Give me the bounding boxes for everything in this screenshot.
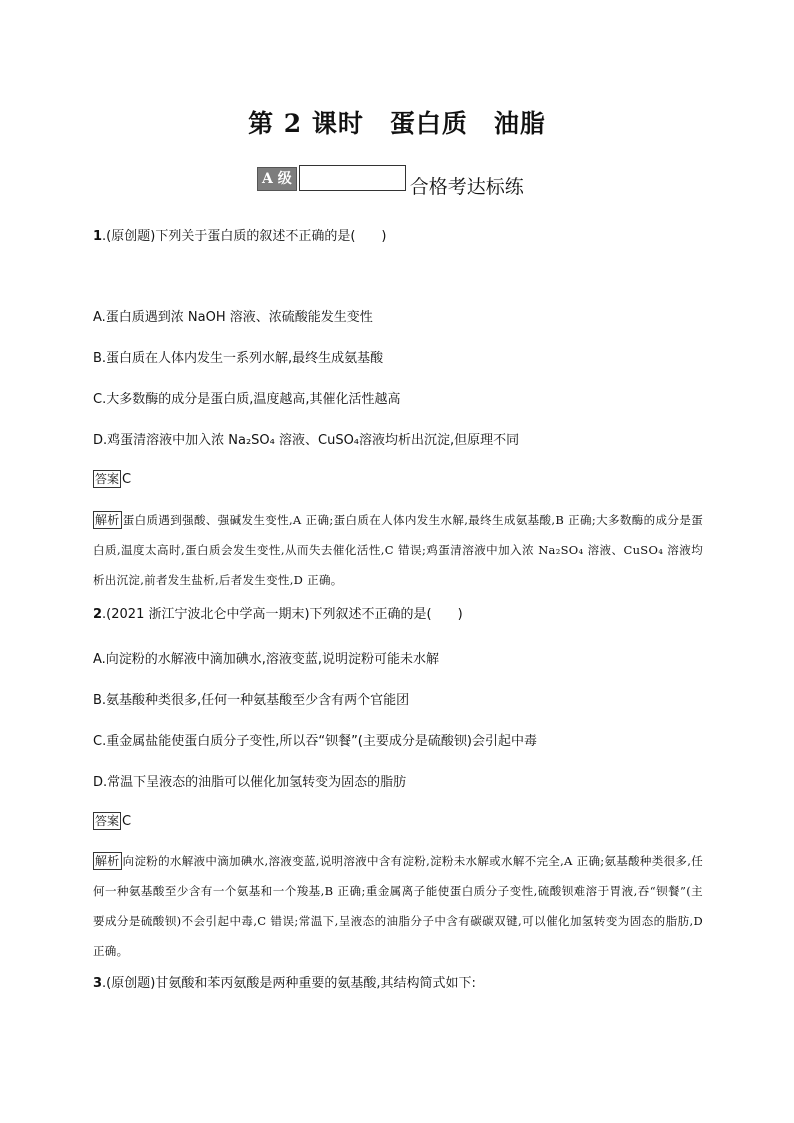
question-1-number: 1 [93, 229, 103, 244]
level-badge: A 级 [257, 167, 297, 191]
question-1-explanation [93, 505, 703, 595]
question-1-option-a: A.蛋白质遇到浓 NaOH 溶液、浓硫酸能发生变性 [93, 310, 373, 325]
question-3-number: 3 [93, 976, 103, 991]
answer-label-box: 答案 [95, 814, 120, 828]
question-1-option-c: C.大多数酶的成分是蛋白质,温度越高,其催化活性越高 [93, 392, 401, 407]
question-2-option-c: C.重金属盐能使蛋白质分子变性,所以吞“钡餐”(主要成分是硫酸钡)会引起中毒 [93, 734, 537, 749]
explain-label-box: 解析 [95, 854, 120, 868]
question-2-option-a: A.向淀粉的水解液中滴加碘水,溶液变蓝,说明淀粉可能未水解 [93, 652, 440, 667]
question-2-answer-value: C [122, 814, 132, 829]
title-topic-protein: 蛋白质 [389, 109, 468, 138]
question-3-text: .(原创题)甘氨酸和苯丙氨酸是两种重要的氨基酸,其结构简式如下: [102, 976, 476, 991]
level-header [257, 165, 524, 197]
title-lesson: 第 2 课时 [248, 109, 364, 138]
answer-label-box: 答案 [95, 472, 120, 486]
title-topic-oil: 油脂 [493, 109, 546, 138]
explain-label-box: 解析 [95, 513, 120, 527]
question-2-answer [93, 812, 131, 830]
question-2-option-d: D.常温下呈液态的油脂可以催化加氢转变为固态的脂肪 [93, 775, 407, 790]
page-title [0, 104, 794, 140]
question-2-stem [93, 606, 463, 624]
question-2-number: 2 [93, 607, 103, 622]
question-1-answer-value: C [122, 472, 132, 487]
question-2-explanation-text: 向淀粉的水解液中滴加碘水,溶液变蓝,说明溶液中含有淀粉,淀粉未水解或水解不完全,A 正确;氨基酸种类很多,任何一种氨基酸至少含有一个氨基和一个羧基,B 正确;重金属离子能使蛋白质分子变性,硫酸钡难溶于胃液,吞“钡餐”(主要成分是硫酸钡)不会引起中毒,C 错误;常温下,呈液态的油脂分子中含有碳碳双键,可以催化加氢转变为固态的脂肪,D 正确。 [93, 854, 703, 958]
question-1-answer [93, 470, 131, 488]
question-1-explanation-text: 蛋白质遇到强酸、强碱发生变性,A 正确;蛋白质在人体内发生水解,最终生成氨基酸,B 正确;大多数酶的成分是蛋白质,温度太高时,蛋白质会发生变性,从而失去催化活性,C 错误;鸡蛋清溶液中加入浓 Na₂SO₄ 溶液、CuSO₄ 溶液均析出沉淀,前者发生盐析,后者发生变性,D 正确。 [93, 513, 703, 587]
level-blank-box [299, 165, 406, 191]
question-1-option-b: B.蛋白质在人体内发生一系列水解,最终生成氨基酸 [93, 351, 384, 366]
question-2-explanation [93, 846, 703, 966]
level-title: 合格考达标练 [409, 176, 524, 198]
question-2-option-b: B.氨基酸种类很多,任何一种氨基酸至少含有两个官能团 [93, 693, 410, 708]
question-2-text: .(2021 浙江宁波北仑中学高一期末)下列叙述不正确的是( ) [102, 607, 463, 622]
question-1-stem [93, 228, 386, 246]
question-1-text: .(原创题)下列关于蛋白质的叙述不正确的是( ) [102, 229, 387, 244]
question-3-stem [93, 975, 476, 993]
question-1-option-d: D.鸡蛋清溶液中加入浓 Na₂SO₄ 溶液、CuSO₄溶液均析出沉淀,但原理不同 [93, 433, 520, 448]
